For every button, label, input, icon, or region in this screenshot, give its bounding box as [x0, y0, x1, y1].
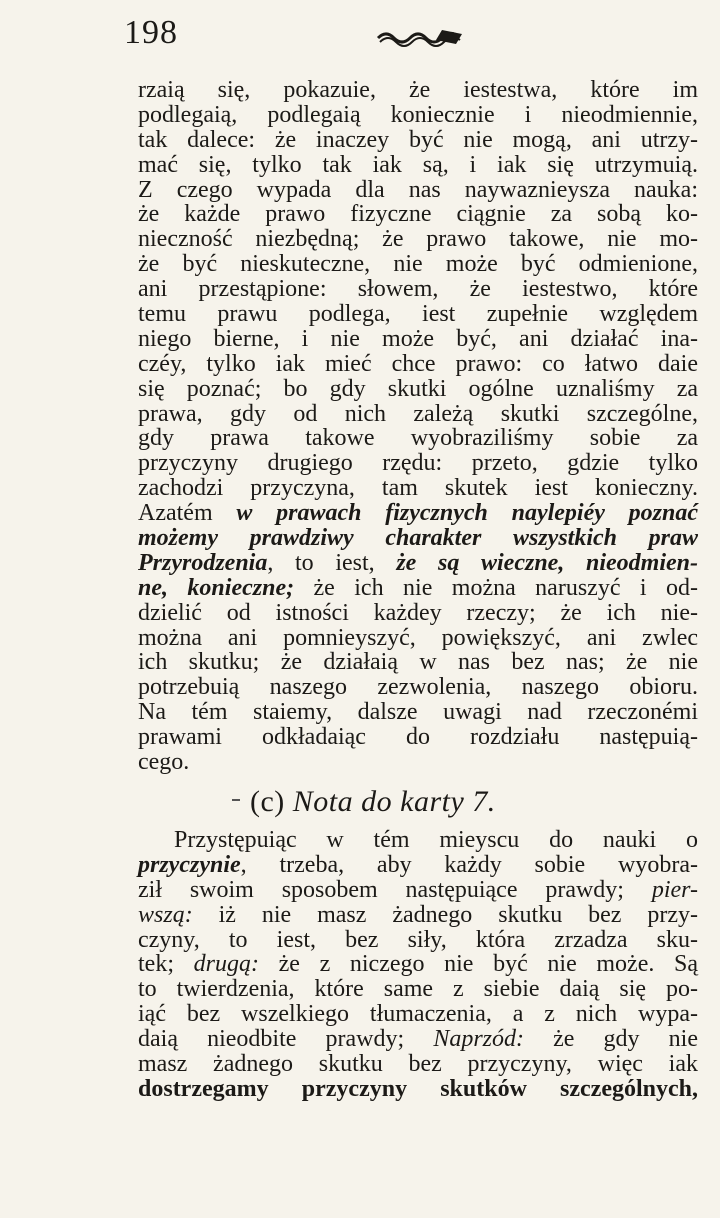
text-line: to twierdzenia, które same z siebie daią się po-	[138, 976, 698, 1003]
text-fragment: Azatém	[138, 500, 237, 527]
emphasis-line: możemy prawdziwy charakter wszystkich praw	[138, 525, 698, 552]
text-line: nieczność niezbędną; że prawo takowe, nie mo-	[138, 226, 698, 253]
emphasis-text: pier-	[651, 876, 698, 903]
text-fragment: tek;	[138, 951, 194, 978]
emphasis-text: wszą:	[138, 901, 193, 928]
text-line: że każde prawo fizyczne ciągnie za sobą ko-	[138, 201, 698, 228]
text-line	[138, 853, 698, 878]
text-fragment: daią nieodbite prawdy;	[138, 1026, 434, 1053]
note-marker: (c)	[250, 785, 285, 818]
text-line: gdy prawa takowe wyobraziliśmy sobie za	[138, 425, 698, 452]
emphasis-text: przyczynie	[138, 851, 241, 878]
emphasis-text: w prawach fizycznych naylepiéy poznać	[236, 500, 698, 527]
text-line: prawa, gdy od nich zależą skutki szczególne,	[138, 400, 698, 427]
text-fragment: iż nie masz żadnego skutku bez przy-	[192, 901, 698, 928]
text-line	[138, 903, 698, 928]
text-fragment: że gdy nie	[524, 1026, 698, 1053]
text-line: ich skutku; że działaią w nas bez nas; że nie	[138, 649, 698, 676]
page-number: 198	[124, 14, 178, 51]
text-line: przyczyny drugiego rzędu: przeto, gdzie tylko	[138, 450, 698, 477]
text-fragment: , trzeba, aby każdy sobie wyobra-	[240, 851, 698, 878]
text-line: się poznać; bo gdy skutki ogólne uznaliśmy za	[138, 375, 698, 402]
text-line	[138, 878, 698, 903]
text-line: temu prawu podlega, iest zupełnie względem	[138, 301, 698, 328]
page-header	[0, 0, 720, 80]
emphasis-text: ne, konieczne;	[138, 574, 295, 601]
main-text	[138, 78, 698, 775]
text-line: dostrzegamy przyczyny skutków szczególnych,	[138, 1075, 698, 1102]
text-line	[138, 1027, 698, 1052]
text-line	[138, 952, 698, 977]
note-text	[138, 828, 698, 1102]
text-line: że być nieskuteczne, nie może być odmienione,	[138, 251, 698, 278]
emphasis-text: Przyrodzenia	[138, 549, 268, 576]
text-line: zachodzi przyczyna, tam skutek iest konieczny.	[138, 475, 698, 502]
text-line: potrzebuią naszego zezwolenia, naszego obioru.	[138, 674, 698, 701]
note-title: Nota do karty 7.	[292, 785, 496, 818]
text-line: czéy, tylko iak mieć chce prawo: co łatwo daie	[138, 350, 698, 377]
text-line: ani przestąpione: słowem, że iestestwo, które	[138, 276, 698, 303]
text-line: rzaią się, pokazuie, że iestestwa, które im	[138, 77, 698, 103]
text-line: podlegaią, podlegaią koniecznie i nieodmiennie,	[138, 101, 698, 128]
text-line: niego bierne, i nie może być, ani działać ina-	[138, 325, 698, 352]
text-fragment: , to iest,	[267, 549, 397, 576]
text-fragment: że ich nie można naruszyć i od-	[294, 574, 698, 601]
text-line: można ani pomnieyszyć, powiększyć, ani zwlec	[138, 624, 698, 651]
emphasis-text: że są wieczne, nieodmien-	[396, 549, 698, 576]
text-line: iąć bez wszelkiego tłumaczenia, a z nich wypa-	[138, 1001, 698, 1028]
heading-dash	[232, 799, 240, 801]
text-line	[138, 501, 698, 526]
text-line: Przystępuiąc w tém mieyscu do nauki o	[174, 827, 698, 853]
text-fragment: że z niczego nie być nie może. Są	[258, 951, 698, 978]
text-line: tak dalece: że inaczey być nie mogą, ani utrzy-	[138, 126, 698, 153]
text-line	[138, 551, 698, 576]
emphasis-text: drugą:	[193, 951, 259, 978]
text-line: cego.	[138, 749, 190, 776]
text-line	[138, 576, 698, 601]
note-heading	[250, 785, 496, 819]
text-line: dzielić od istności każdey rzeczy; że ich nie-	[138, 599, 698, 626]
text-line: prawami odkładaiąc do rozdziału następuią-	[138, 724, 698, 751]
text-line: czyny, to iest, bez siły, która zrzadza sku-	[138, 926, 698, 953]
ornament-icon	[376, 24, 466, 48]
emphasis-text: Naprzód:	[433, 1026, 524, 1053]
text-line: masz żadnego skutku bez przyczyny, więc iak	[138, 1051, 698, 1078]
text-line: Z czego wypada dla nas naywaznieysza nauka:	[138, 176, 698, 203]
text-line: Na tém staiemy, dalsze uwagi nad rzeczonémi	[138, 699, 698, 726]
text-fragment: ził swoim sposobem następuiące prawdy;	[138, 876, 652, 903]
text-line: mać się, tylko tak iak są, i iak się utrzymuią.	[138, 151, 698, 178]
